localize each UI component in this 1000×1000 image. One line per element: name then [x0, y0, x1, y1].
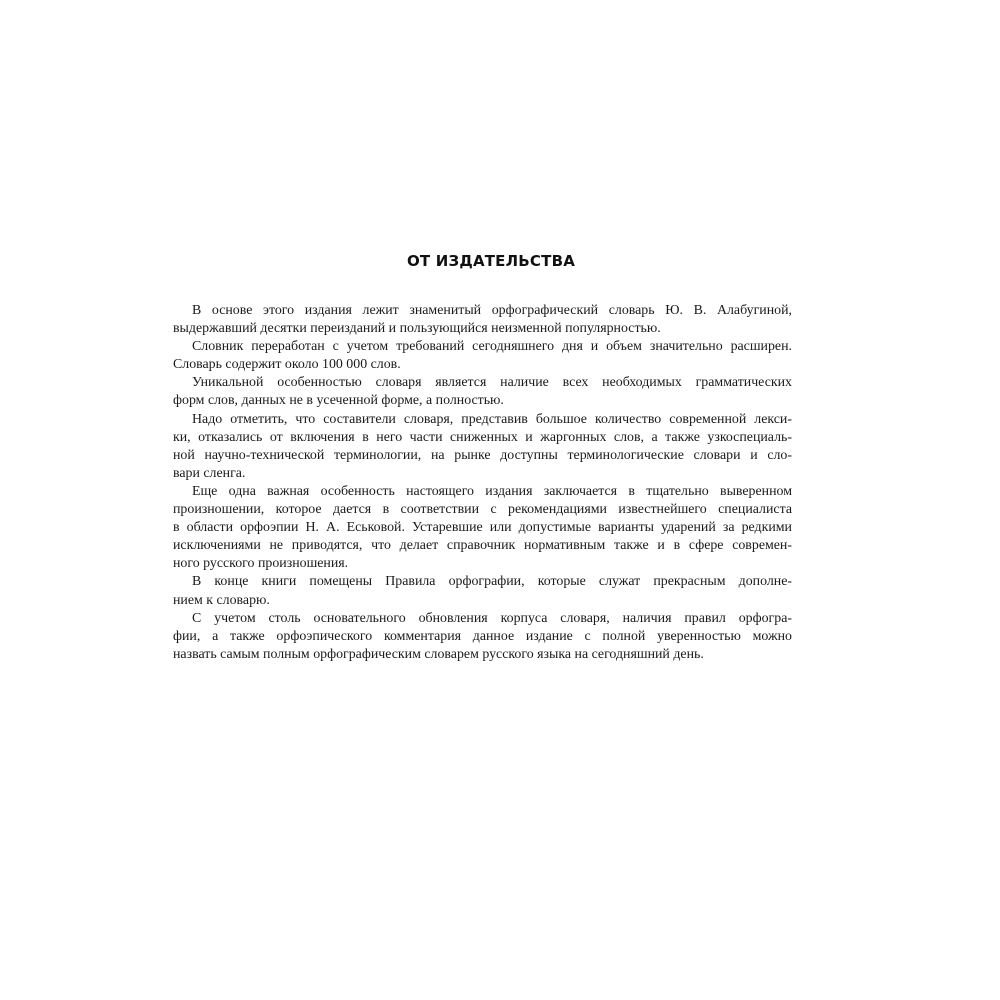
text-line: Словник переработан с учетом требований сегодняшнего дня и объем значительно расширен.	[192, 339, 792, 355]
page-title: ОТ ИЗДАТЕЛЬСТВА	[406, 252, 576, 270]
text-line: вари сленга.	[173, 465, 246, 481]
text-line: С учетом столь основательного обновления корпуса словаря, наличия правил орфогра-	[192, 610, 792, 626]
text-line: выдержавший десятки переизданий и пользующийся неизменной популярностью.	[173, 321, 661, 337]
text-line: назвать самым полным орфографическим словарем русского языка на сегодняшний день.	[173, 646, 704, 662]
text-line: ки, отказались от включения в него части сниженных и жаргонных слов, а также узкоспециаль-	[173, 429, 792, 445]
preface-body	[173, 302, 792, 664]
text-line: Уникальной особенностью словаря является наличие всех необходимых грамматических	[192, 375, 792, 391]
text-line: ной научно-технической терминологии, на рынке доступны терминологические словари и сло-	[173, 447, 792, 463]
text-line: исключениями не приводятся, что делает справочник нормативным также и в сфере современ-	[173, 538, 792, 554]
text-line: произношении, которое дается в соответствии с рекомендациями известнейшего специалиста	[173, 502, 792, 518]
text-line: В основе этого издания лежит знаменитый орфографический словарь Ю. В. Алабугиной,	[192, 303, 792, 318]
text-line: фии, а также орфоэпического комментария данное издание с полной уверенностью можно	[173, 628, 792, 644]
text-line: Еще одна важная особенность настоящего издания заключается в тщательно выверенном	[192, 483, 792, 499]
text-line: Словарь содержит около 100 000 слов.	[173, 357, 401, 373]
text-line: В конце книги помещены Правила орфографии, которые служат прекрасным дополне-	[192, 574, 792, 590]
text-line: нием к словарю.	[173, 592, 270, 608]
text-line: в области орфоэпии Н. А. Еськовой. Устаревшие или допустимые варианты ударений за редкими	[173, 520, 792, 536]
text-line: форм слов, данных не в усеченной форме, а полностью.	[173, 393, 504, 409]
text-line: ного русского произношения.	[173, 556, 349, 572]
text-line: Надо отметить, что составители словаря, представив большое количество современной лекси-	[192, 411, 792, 427]
